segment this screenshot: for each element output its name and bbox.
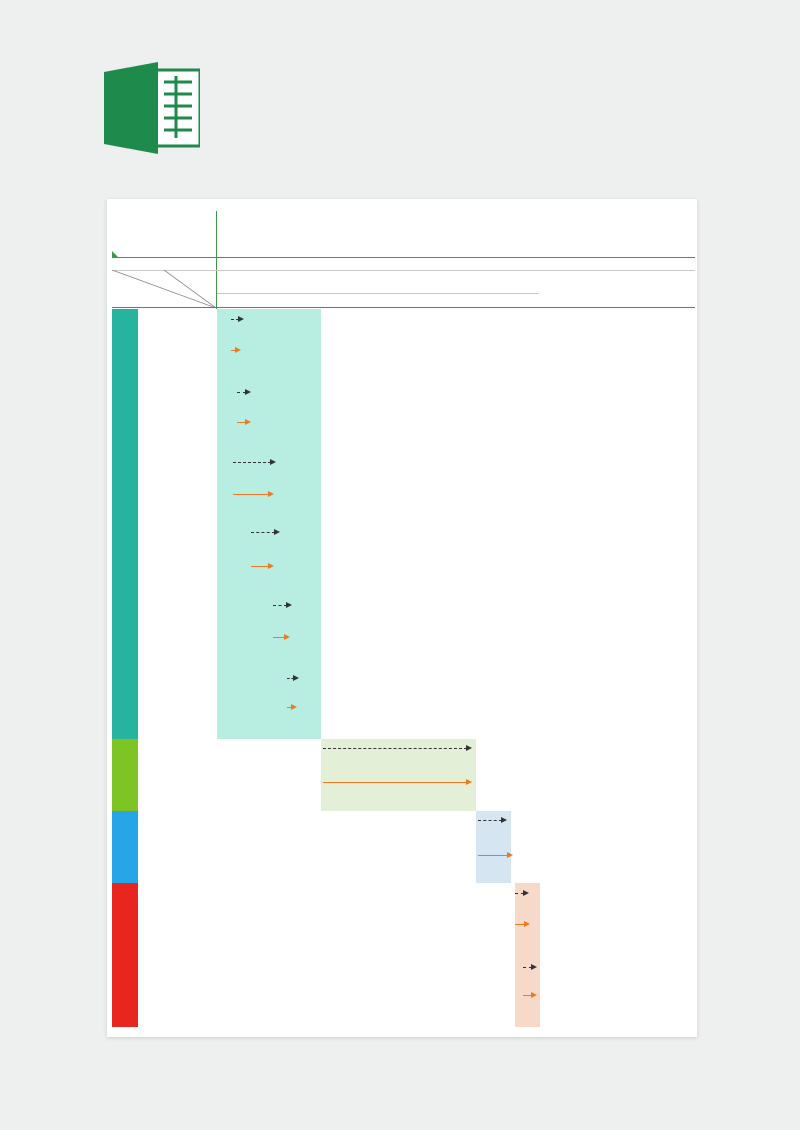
- location-header: [628, 273, 695, 307]
- header-bottom-line: [112, 307, 695, 308]
- p-phase-shade: [217, 309, 321, 739]
- plan-arrow-3: [233, 462, 271, 463]
- actual-arrow-6: [287, 707, 292, 708]
- actual-arrow-10: [523, 995, 532, 996]
- corner-marker: [112, 251, 118, 257]
- actual-arrow-3: [233, 494, 269, 495]
- phase-d: [112, 739, 138, 811]
- plan-arrow-6: [287, 678, 294, 679]
- actual-arrow-1: [231, 350, 236, 351]
- diagonal-header: [112, 270, 216, 308]
- actual-arrow-9: [515, 924, 525, 925]
- plan-arrow-2: [237, 392, 246, 393]
- actual-arrow-8: [478, 855, 508, 856]
- gantt-sheet: [107, 199, 697, 1037]
- responsible-header: [539, 273, 573, 307]
- a-phase-shade: [515, 883, 540, 1027]
- actual-arrow-7: [323, 782, 467, 783]
- plan-arrow-7: [323, 748, 467, 749]
- plan-arrow-10: [523, 967, 532, 968]
- header-top-line: [112, 257, 695, 258]
- actual-arrow-5: [273, 637, 285, 638]
- plan-arrow-4: [251, 532, 275, 533]
- actual-arrow-4: [251, 566, 269, 567]
- phase-c: [112, 811, 138, 883]
- plan-arrow-5: [273, 605, 287, 606]
- phase-p: [112, 309, 138, 739]
- tool-header: [573, 273, 628, 307]
- header-divider: [216, 211, 217, 309]
- excel-logo-icon: [104, 62, 200, 154]
- plan-arrow-9: [515, 893, 524, 894]
- d-phase-shade: [321, 739, 476, 811]
- phase-a: [112, 883, 138, 1027]
- plan-arrow-8: [478, 820, 502, 821]
- actual-arrow-2: [237, 422, 246, 423]
- plan-arrow-1: [231, 319, 239, 320]
